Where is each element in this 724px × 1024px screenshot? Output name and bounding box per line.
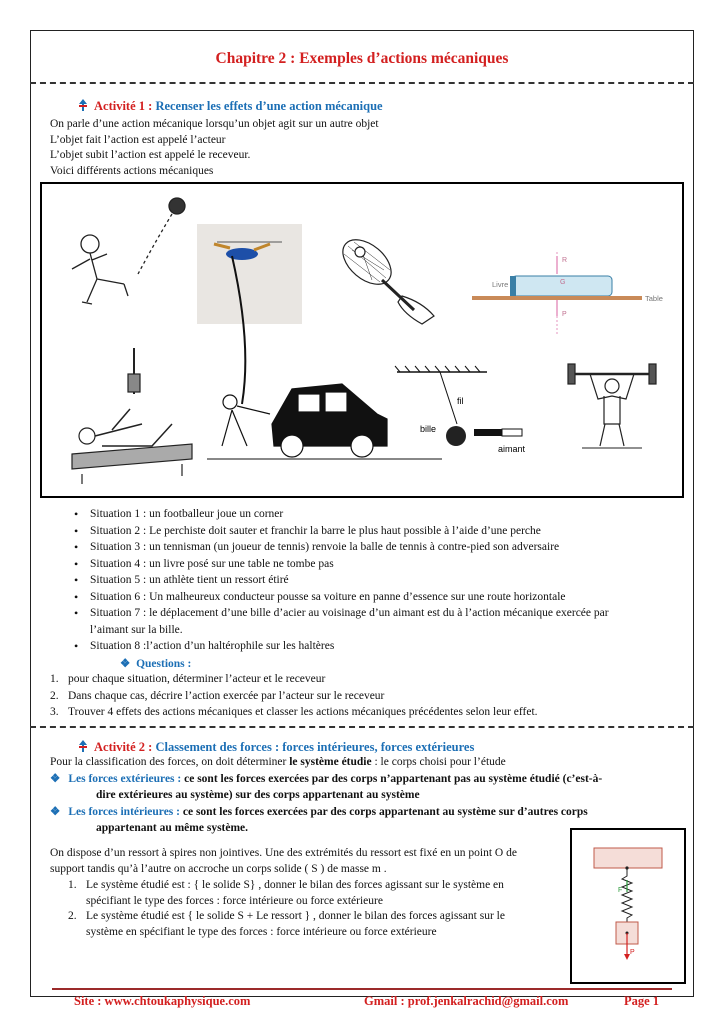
car-push-figure bbox=[207, 384, 442, 459]
spring-drawing bbox=[572, 830, 684, 982]
list-item: • Situation 3 : un tennisman (un joueur de tennis) renvoie la balle de tennis à contre-pied son adversaire bbox=[90, 539, 609, 556]
footer-gmail: Gmail : prof.jenkalrachid@gmail.com bbox=[364, 994, 569, 1008]
g-label: G bbox=[560, 279, 566, 286]
list-item: • Situation 6 : Un malheureux conducteur pousse sa voiture en panne d’essence sur une route horizontale bbox=[90, 589, 609, 606]
footballer-figure bbox=[72, 198, 185, 304]
list-item: • Situation 8 :l’action d’un haltérophile sur les haltères bbox=[90, 638, 609, 655]
footer-site: Site : www.chtoukaphysique.com bbox=[74, 994, 251, 1008]
footer-rule bbox=[52, 988, 672, 990]
weight-label: P bbox=[630, 949, 635, 956]
footer-page: Page 1 bbox=[624, 994, 660, 1008]
diamond-icon: ❖ bbox=[120, 658, 131, 670]
weightlifter-figure bbox=[568, 364, 656, 448]
list-item: 2. Le système étudié est { le solide S + Le ressort } , donner le bilan des forces agissant sur le bbox=[68, 910, 505, 922]
fil-label: fil bbox=[457, 396, 464, 406]
diamond-icon: ❖ bbox=[50, 773, 61, 785]
spring-diagram bbox=[570, 828, 686, 984]
bille-aimant-figure bbox=[395, 366, 526, 454]
list-item-continuation: spécifiant le type des forces : force intérieure ou force extérieure bbox=[86, 894, 383, 907]
classification-intro: Pour la classification des forces, on doit déterminer le système étudie : le corps choisi pour l’étude bbox=[50, 756, 506, 768]
pole-vaulter-photo bbox=[197, 224, 302, 324]
situations-illustration bbox=[40, 182, 684, 498]
external-forces-definition: ❖ Les forces extérieures : ce sont les forces exercées par des corps n’appartenant pas au système étudié (c’est-à- dire extérieures au système) sur des corps appartenant au système bbox=[50, 773, 603, 801]
spring-questions-list bbox=[68, 878, 505, 940]
livre-label: Livre bbox=[492, 280, 509, 289]
questions-heading: ❖ Questions : bbox=[120, 658, 192, 670]
list-item: • Situation 7 : le déplacement d’une bille d’acier au voisinage d’un aimant est du à l’action mécanique exercée par bbox=[90, 605, 609, 622]
p-label: P bbox=[562, 311, 567, 318]
list-item: • Situation 4 : un livre posé sur une table ne tombe pas bbox=[90, 556, 609, 573]
questions-list bbox=[50, 671, 538, 721]
list-item: 1. pour chaque situation, déterminer l’acteur et le receveur bbox=[50, 673, 326, 685]
table-label: Table bbox=[645, 294, 663, 303]
divider bbox=[30, 726, 694, 728]
spring-paragraph: On dispose d’un ressort à spires non jointives. Une des extrémités du ressort est fixé en un point O de support tandis qu’à l’autre on accroche un corps solide ( S ) de masse m . bbox=[50, 847, 517, 875]
page-title: Chapitre 2 : Exemples d’actions mécaniques bbox=[215, 50, 509, 67]
tennis-racket-figure bbox=[335, 231, 434, 324]
list-item: 2. Dans chaque cas, décrire l’action exercée par l’acteur sur le receveur bbox=[50, 689, 385, 702]
activity-2-heading: Activité 2 : Classement des forces : forces intérieures, forces extérieures bbox=[78, 740, 474, 755]
diamond-icon: ❖ bbox=[50, 806, 61, 818]
spring-force-label: F bbox=[618, 887, 623, 894]
pushpin-icon bbox=[78, 99, 88, 111]
pushpin-icon bbox=[78, 740, 88, 752]
book-on-table-figure bbox=[472, 252, 663, 336]
situations-list bbox=[90, 506, 609, 655]
activity-1-heading: Activité 1 : Recenser les effets d’une action mécanique bbox=[78, 99, 383, 114]
internal-forces-definition: ❖ Les forces intérieures : ce sont les forces exercées par des corps appartenant au système sur d’autres corps appartenant au même système. bbox=[50, 806, 588, 834]
bille-label: bille bbox=[420, 424, 437, 434]
situations-drawings bbox=[42, 184, 682, 496]
list-item: 3. Trouver 4 effets des actions mécaniques et classer les actions mécaniques précédentes selon leur effet. bbox=[50, 706, 538, 718]
list-item: • Situation 2 : Le perchiste doit sauter et franchir la barre le plus haut possible à l’aide d’une perche bbox=[90, 523, 609, 540]
aimant-label: aimant bbox=[498, 444, 526, 454]
intro-text: On parle d’une action mécanique lorsqu’un objet agit sur un autre objet L’objet fait l’action est appelé l’acteur L’objet subit l’action est appelé le receveur. Voici différents actions mécaniques bbox=[50, 118, 379, 177]
list-item-continuation: l’aimant sur la bille. bbox=[90, 623, 183, 636]
athlete-spring-figure bbox=[72, 348, 192, 484]
list-item: • Situation 5 : un athlète tient un ressort étiré bbox=[90, 572, 609, 589]
list-item: • Situation 1 : un footballeur joue un corner bbox=[90, 506, 609, 523]
list-item-continuation: système en spécifiant le type des forces : force intérieure ou force extérieure bbox=[86, 925, 437, 938]
list-item: 1. Le système étudié est : { le solide S} , donner le bilan des forces agissant sur le système en bbox=[68, 879, 504, 891]
divider bbox=[30, 82, 694, 84]
r-label: R bbox=[562, 257, 568, 264]
